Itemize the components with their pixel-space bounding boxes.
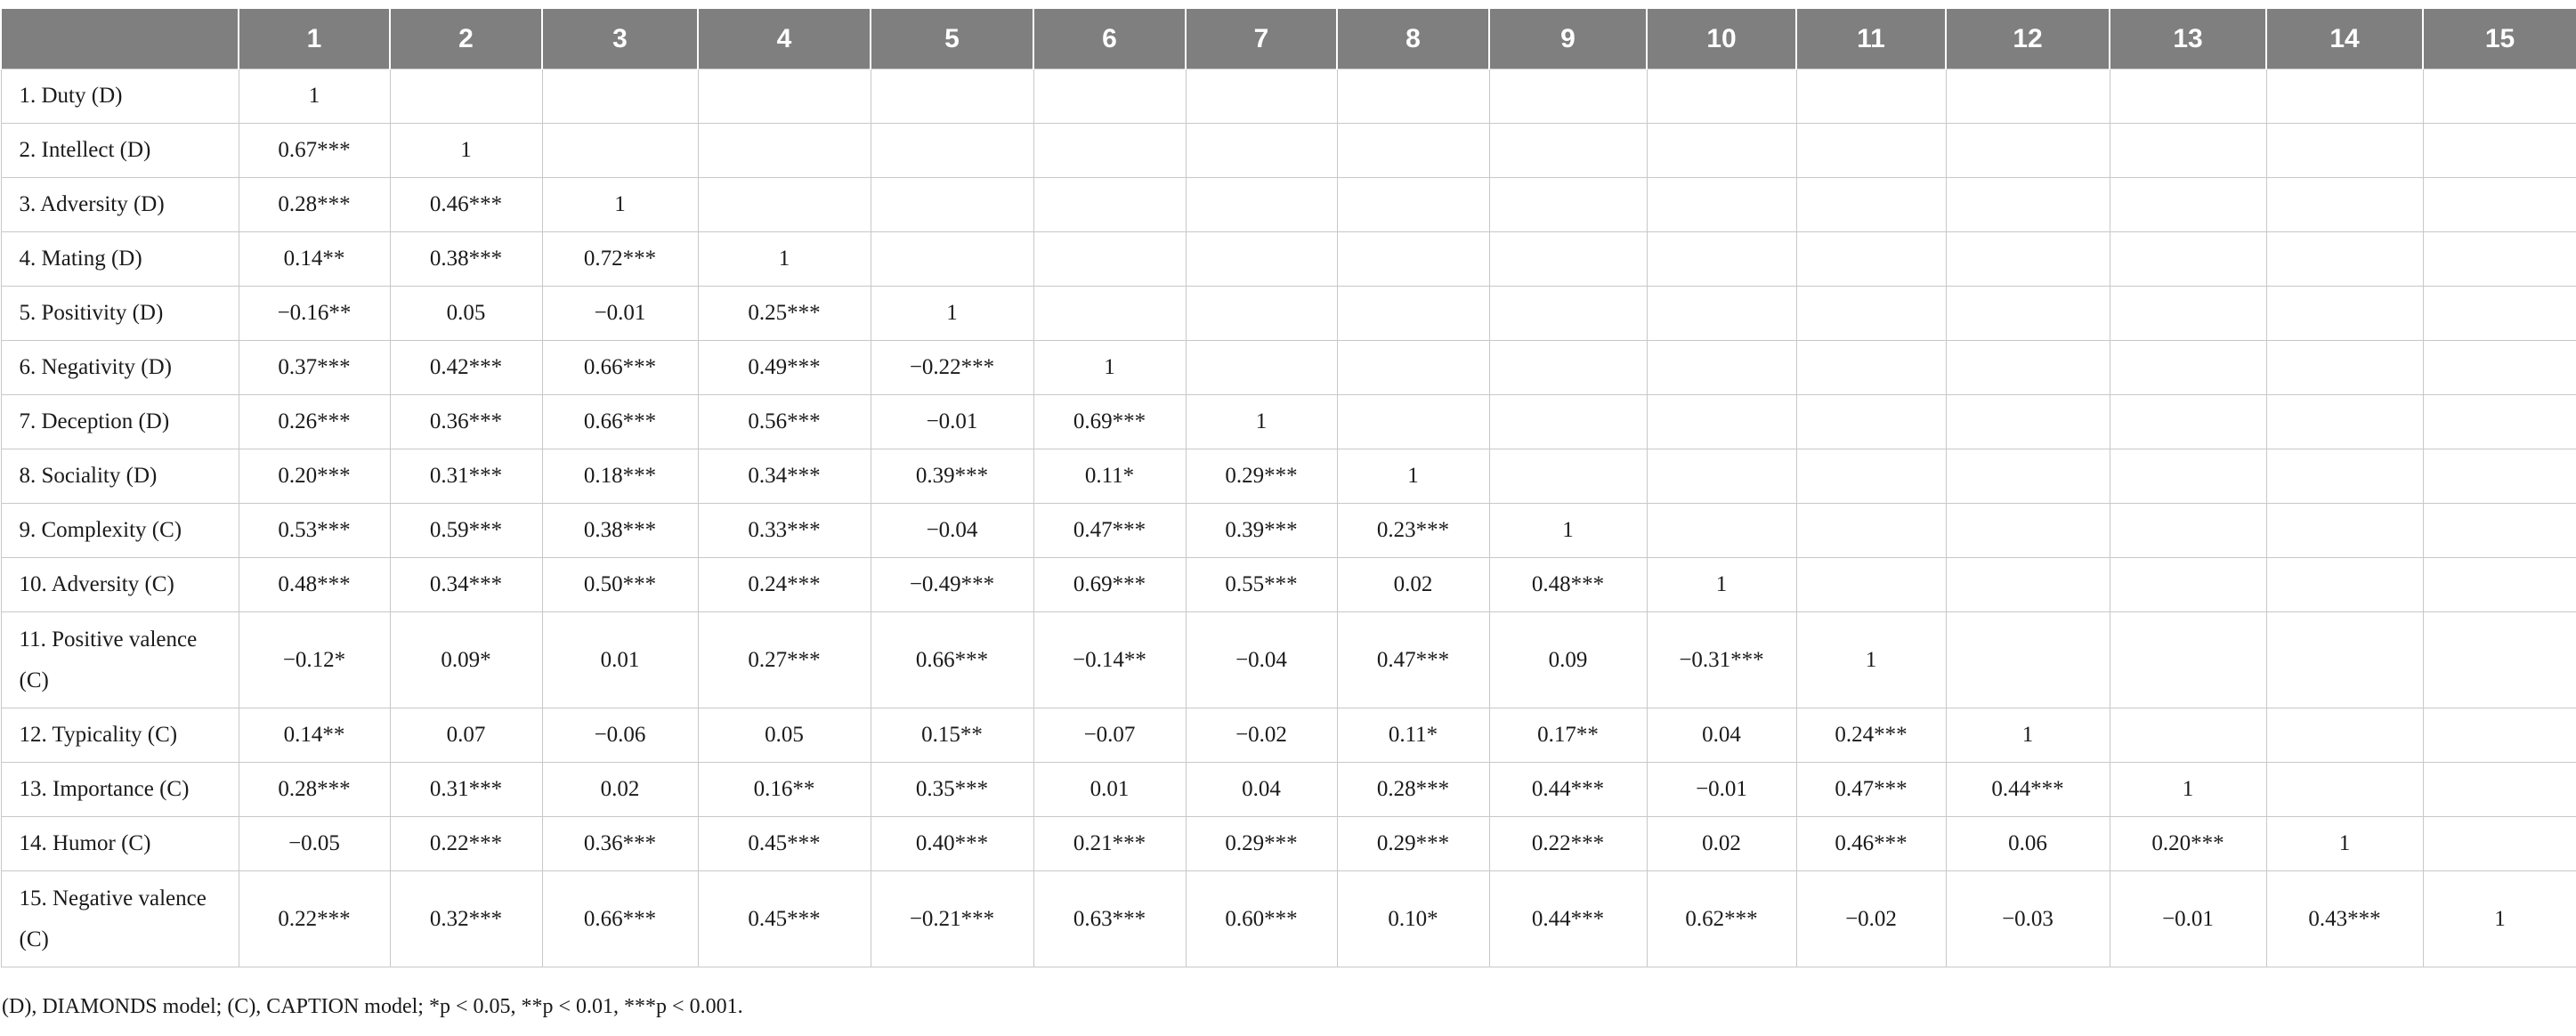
correlation-cell — [1946, 395, 2110, 449]
correlation-cell — [1946, 341, 2110, 395]
table-row — [1, 612, 2576, 708]
column-header-15: 15 — [2423, 8, 2576, 69]
correlation-cell — [2266, 504, 2423, 558]
correlation-cell: −0.04 — [871, 504, 1033, 558]
table-row — [1, 69, 2576, 124]
correlation-cell: −0.01 — [871, 395, 1033, 449]
correlation-cell: −0.07 — [1033, 708, 1186, 763]
correlation-cell — [1033, 232, 1186, 287]
correlation-cell: 0.47*** — [1796, 763, 1946, 817]
correlation-cell: 0.04 — [1647, 708, 1796, 763]
row-label: 6. Negativity (D) — [1, 341, 239, 395]
correlation-cell: 1 — [1489, 504, 1647, 558]
correlation-cell: 0.67*** — [239, 124, 390, 178]
correlation-cell — [1946, 449, 2110, 504]
correlation-cell — [2423, 232, 2576, 287]
correlation-cell: 0.34*** — [698, 449, 871, 504]
correlation-cell — [1946, 558, 2110, 612]
correlation-cell: 0.33*** — [698, 504, 871, 558]
correlation-cell: 0.14** — [239, 232, 390, 287]
correlation-cell: 0.14** — [239, 708, 390, 763]
correlation-cell — [2266, 232, 2423, 287]
correlation-cell — [1647, 341, 1796, 395]
correlation-cell: 0.48*** — [239, 558, 390, 612]
row-label: 14. Humor (C) — [1, 817, 239, 871]
correlation-cell — [1796, 287, 1946, 341]
table-row — [1, 504, 2576, 558]
row-label: 3. Adversity (D) — [1, 178, 239, 232]
row-label: 7. Deception (D) — [1, 395, 239, 449]
correlation-cell — [2423, 558, 2576, 612]
correlation-cell — [1796, 558, 1946, 612]
correlation-cell — [1186, 341, 1337, 395]
column-header-6: 6 — [1033, 8, 1186, 69]
correlation-cell: 0.31*** — [390, 449, 542, 504]
correlation-cell: 0.01 — [1033, 763, 1186, 817]
correlation-cell — [1946, 612, 2110, 708]
correlation-cell: 0.50*** — [542, 558, 698, 612]
correlation-cell: 0.42*** — [390, 341, 542, 395]
row-label: 12. Typicality (C) — [1, 708, 239, 763]
correlation-cell — [2423, 449, 2576, 504]
table-row — [1, 124, 2576, 178]
correlation-cell: 0.02 — [1337, 558, 1489, 612]
correlation-cell: 0.26*** — [239, 395, 390, 449]
correlation-cell — [1489, 232, 1647, 287]
correlation-cell: 0.47*** — [1337, 612, 1489, 708]
correlation-cell: −0.49*** — [871, 558, 1033, 612]
correlation-cell: 1 — [542, 178, 698, 232]
correlation-cell — [2110, 69, 2266, 124]
column-header-13: 13 — [2110, 8, 2266, 69]
correlation-cell: 0.16** — [698, 763, 871, 817]
correlation-cell — [1647, 395, 1796, 449]
correlation-cell: −0.04 — [1186, 612, 1337, 708]
correlation-cell — [1489, 395, 1647, 449]
correlation-cell — [2423, 708, 2576, 763]
correlation-cell — [2110, 708, 2266, 763]
row-label: 11. Positive valence (C) — [1, 612, 239, 708]
correlation-cell: 0.24*** — [1796, 708, 1946, 763]
correlation-cell — [2266, 341, 2423, 395]
column-header-8: 8 — [1337, 8, 1489, 69]
correlation-cell — [1796, 124, 1946, 178]
correlation-cell: 0.05 — [390, 287, 542, 341]
correlation-cell: 1 — [2423, 871, 2576, 967]
correlation-cell — [2423, 763, 2576, 817]
correlation-cell — [1946, 124, 2110, 178]
correlation-cell — [2266, 763, 2423, 817]
table-row — [1, 341, 2576, 395]
correlation-cell — [2110, 124, 2266, 178]
table-row — [1, 395, 2576, 449]
column-header-3: 3 — [542, 8, 698, 69]
correlation-cell: 1 — [2266, 817, 2423, 871]
correlation-cell — [542, 124, 698, 178]
correlation-cell: −0.02 — [1186, 708, 1337, 763]
column-header-12: 12 — [1946, 8, 2110, 69]
table-row — [1, 708, 2576, 763]
table-row — [1, 763, 2576, 817]
column-header-7: 7 — [1186, 8, 1337, 69]
correlation-cell — [1033, 69, 1186, 124]
correlation-cell: 0.38*** — [542, 504, 698, 558]
correlation-cell — [2266, 124, 2423, 178]
correlation-cell: −0.05 — [239, 817, 390, 871]
correlation-cell — [2266, 287, 2423, 341]
correlation-cell — [1186, 287, 1337, 341]
correlation-cell — [2423, 178, 2576, 232]
correlation-cell: 0.36*** — [390, 395, 542, 449]
row-label: 4. Mating (D) — [1, 232, 239, 287]
correlation-cell — [1489, 449, 1647, 504]
row-label: 5. Positivity (D) — [1, 287, 239, 341]
correlation-cell — [2266, 69, 2423, 124]
correlation-cell: 0.47*** — [1033, 504, 1186, 558]
correlation-cell — [1489, 287, 1647, 341]
table-row — [1, 817, 2576, 871]
correlation-cell: 1 — [1946, 708, 2110, 763]
column-header-10: 10 — [1647, 8, 1796, 69]
correlation-cell: −0.03 — [1946, 871, 2110, 967]
correlation-cell — [542, 69, 698, 124]
correlation-cell — [2423, 395, 2576, 449]
correlation-cell — [1489, 69, 1647, 124]
column-header-2: 2 — [390, 8, 542, 69]
correlation-cell: 0.39*** — [1186, 504, 1337, 558]
correlation-cell: −0.01 — [542, 287, 698, 341]
correlation-cell: 0.22*** — [390, 817, 542, 871]
correlation-cell — [871, 69, 1033, 124]
correlation-cell: 0.18*** — [542, 449, 698, 504]
correlation-cell: 0.55*** — [1186, 558, 1337, 612]
row-label: 13. Importance (C) — [1, 763, 239, 817]
correlation-cell — [2110, 449, 2266, 504]
correlation-cell: 1 — [390, 124, 542, 178]
correlation-table — [0, 7, 2576, 967]
correlation-cell: 0.31*** — [390, 763, 542, 817]
correlation-cell: 0.11* — [1033, 449, 1186, 504]
correlation-cell: 0.34*** — [390, 558, 542, 612]
correlation-cell: −0.02 — [1796, 871, 1946, 967]
correlation-cell: 0.40*** — [871, 817, 1033, 871]
correlation-cell: 0.24*** — [698, 558, 871, 612]
table-footnote: (D), DIAMONDS model; (C), CAPTION model; *p < 0.05, **p < 0.01, ***p < 0.001. — [2, 995, 743, 1018]
correlation-cell — [871, 124, 1033, 178]
correlation-cell — [1337, 395, 1489, 449]
correlation-cell: 0.06 — [1946, 817, 2110, 871]
correlation-cell — [1946, 178, 2110, 232]
correlation-cell: 0.28*** — [239, 178, 390, 232]
correlation-cell: −0.01 — [2110, 871, 2266, 967]
correlation-cell — [1647, 124, 1796, 178]
correlation-cell: 0.09 — [1489, 612, 1647, 708]
correlation-cell — [2266, 395, 2423, 449]
correlation-cell: 0.28*** — [239, 763, 390, 817]
correlation-cell: 0.05 — [698, 708, 871, 763]
correlation-cell: 0.11* — [1337, 708, 1489, 763]
correlation-cell — [698, 69, 871, 124]
correlation-cell: 0.25*** — [698, 287, 871, 341]
correlation-cell — [1033, 124, 1186, 178]
column-header-11: 11 — [1796, 8, 1946, 69]
correlation-cell: 0.66*** — [542, 871, 698, 967]
correlation-cell: −0.01 — [1647, 763, 1796, 817]
correlation-cell: 0.35*** — [871, 763, 1033, 817]
correlation-cell: 0.27*** — [698, 612, 871, 708]
correlation-cell — [1796, 504, 1946, 558]
correlation-cell: 0.39*** — [871, 449, 1033, 504]
table-row — [1, 871, 2576, 967]
correlation-cell — [1946, 69, 2110, 124]
correlation-cell: 1 — [1186, 395, 1337, 449]
correlation-cell — [2110, 341, 2266, 395]
correlation-cell: −0.22*** — [871, 341, 1033, 395]
correlation-cell: 0.09* — [390, 612, 542, 708]
correlation-cell: 0.02 — [542, 763, 698, 817]
correlation-cell: −0.31*** — [1647, 612, 1796, 708]
column-header-9: 9 — [1489, 8, 1647, 69]
correlation-cell — [2110, 287, 2266, 341]
correlation-cell — [1337, 232, 1489, 287]
correlation-cell — [1489, 178, 1647, 232]
correlation-cell: 0.46*** — [390, 178, 542, 232]
column-header-4: 4 — [698, 8, 871, 69]
correlation-cell — [1946, 504, 2110, 558]
correlation-cell — [1337, 69, 1489, 124]
correlation-cell: 1 — [698, 232, 871, 287]
correlation-cell — [2423, 817, 2576, 871]
correlation-cell — [2110, 395, 2266, 449]
correlation-cell — [1033, 178, 1186, 232]
correlation-cell — [1647, 504, 1796, 558]
correlation-cell: 0.48*** — [1489, 558, 1647, 612]
correlation-cell — [1946, 287, 2110, 341]
correlation-cell — [1796, 449, 1946, 504]
column-header-1: 1 — [239, 8, 390, 69]
correlation-cell: 0.72*** — [542, 232, 698, 287]
correlation-cell — [1489, 341, 1647, 395]
correlation-cell: 0.44*** — [1946, 763, 2110, 817]
correlation-cell — [2266, 449, 2423, 504]
correlation-cell — [1647, 178, 1796, 232]
correlation-cell — [871, 178, 1033, 232]
correlation-cell: 0.29*** — [1186, 817, 1337, 871]
correlation-cell — [2423, 504, 2576, 558]
correlation-cell: 0.17** — [1489, 708, 1647, 763]
correlation-cell — [1796, 69, 1946, 124]
row-label: 1. Duty (D) — [1, 69, 239, 124]
table-row — [1, 558, 2576, 612]
correlation-cell — [2266, 708, 2423, 763]
correlation-cell: 0.56*** — [698, 395, 871, 449]
correlation-cell: 0.15** — [871, 708, 1033, 763]
correlation-cell: 1 — [871, 287, 1033, 341]
correlation-cell — [698, 178, 871, 232]
correlation-cell: 0.60*** — [1186, 871, 1337, 967]
correlation-cell: 0.49*** — [698, 341, 871, 395]
correlation-cell — [1796, 178, 1946, 232]
table-row — [1, 232, 2576, 287]
correlation-cell — [2423, 124, 2576, 178]
correlation-cell: −0.14** — [1033, 612, 1186, 708]
correlation-cell: 0.22*** — [239, 871, 390, 967]
correlation-cell: 0.66*** — [542, 395, 698, 449]
correlation-cell: 0.46*** — [1796, 817, 1946, 871]
row-label: 2. Intellect (D) — [1, 124, 239, 178]
correlation-cell — [2110, 178, 2266, 232]
correlation-cell: 0.22*** — [1489, 817, 1647, 871]
correlation-cell: 0.07 — [390, 708, 542, 763]
correlation-cell — [1647, 69, 1796, 124]
correlation-cell — [1647, 449, 1796, 504]
correlation-cell — [1337, 341, 1489, 395]
table-row — [1, 287, 2576, 341]
correlation-cell — [1186, 124, 1337, 178]
correlation-cell — [2110, 504, 2266, 558]
correlation-cell: 1 — [1337, 449, 1489, 504]
correlation-cell — [1647, 287, 1796, 341]
correlation-cell: 0.29*** — [1186, 449, 1337, 504]
correlation-cell — [1946, 232, 2110, 287]
correlation-cell: 0.32*** — [390, 871, 542, 967]
correlation-table-container — [0, 7, 2576, 967]
correlation-cell: 0.66*** — [871, 612, 1033, 708]
row-label: 8. Sociality (D) — [1, 449, 239, 504]
correlation-cell: 0.45*** — [698, 817, 871, 871]
table-row — [1, 178, 2576, 232]
correlation-cell: 0.04 — [1186, 763, 1337, 817]
correlation-cell: 0.45*** — [698, 871, 871, 967]
correlation-cell — [2110, 612, 2266, 708]
correlation-cell — [2423, 612, 2576, 708]
correlation-cell: 0.44*** — [1489, 763, 1647, 817]
correlation-cell: −0.12* — [239, 612, 390, 708]
correlation-cell — [871, 232, 1033, 287]
correlation-cell — [2266, 178, 2423, 232]
correlation-cell — [1796, 232, 1946, 287]
correlation-cell: 0.29*** — [1337, 817, 1489, 871]
correlation-cell: −0.16** — [239, 287, 390, 341]
correlation-cell — [1186, 69, 1337, 124]
table-row — [1, 449, 2576, 504]
correlation-cell — [2110, 558, 2266, 612]
correlation-cell: 0.66*** — [542, 341, 698, 395]
correlation-cell: 0.10* — [1337, 871, 1489, 967]
correlation-cell — [1647, 232, 1796, 287]
correlation-cell: 0.20*** — [239, 449, 390, 504]
correlation-cell — [2266, 558, 2423, 612]
correlation-cell: 0.44*** — [1489, 871, 1647, 967]
correlation-cell: 1 — [1796, 612, 1946, 708]
correlation-cell — [698, 124, 871, 178]
correlation-cell: 1 — [239, 69, 390, 124]
correlation-cell — [2423, 341, 2576, 395]
row-label: 9. Complexity (C) — [1, 504, 239, 558]
correlation-cell — [390, 69, 542, 124]
correlation-cell: 1 — [1647, 558, 1796, 612]
correlation-cell — [1337, 178, 1489, 232]
row-label: 15. Negative valence (C) — [1, 871, 239, 967]
correlation-cell: 0.01 — [542, 612, 698, 708]
correlation-cell: 0.69*** — [1033, 395, 1186, 449]
column-header-14: 14 — [2266, 8, 2423, 69]
correlation-cell — [2110, 232, 2266, 287]
correlation-cell — [1186, 178, 1337, 232]
correlation-cell: 0.23*** — [1337, 504, 1489, 558]
correlation-cell: 0.69*** — [1033, 558, 1186, 612]
correlation-cell — [1796, 395, 1946, 449]
correlation-cell — [2266, 612, 2423, 708]
correlation-cell: 0.37*** — [239, 341, 390, 395]
correlation-cell: 0.53*** — [239, 504, 390, 558]
correlation-cell: 1 — [1033, 341, 1186, 395]
correlation-cell: 0.59*** — [390, 504, 542, 558]
row-label: 10. Adversity (C) — [1, 558, 239, 612]
correlation-cell: 0.20*** — [2110, 817, 2266, 871]
correlation-cell: 1 — [2110, 763, 2266, 817]
correlation-cell: 0.38*** — [390, 232, 542, 287]
correlation-cell — [2423, 287, 2576, 341]
correlation-cell: −0.06 — [542, 708, 698, 763]
correlation-cell — [1186, 232, 1337, 287]
correlation-cell: 0.28*** — [1337, 763, 1489, 817]
correlation-cell — [2423, 69, 2576, 124]
correlation-cell — [1796, 341, 1946, 395]
correlation-cell: 0.36*** — [542, 817, 698, 871]
header-corner-cell — [1, 8, 239, 69]
correlation-cell — [1337, 287, 1489, 341]
header-row — [1, 8, 2576, 69]
correlation-cell — [1489, 124, 1647, 178]
correlation-cell: −0.21*** — [871, 871, 1033, 967]
correlation-cell — [1337, 124, 1489, 178]
column-header-5: 5 — [871, 8, 1033, 69]
correlation-cell: 0.62*** — [1647, 871, 1796, 967]
correlation-cell: 0.02 — [1647, 817, 1796, 871]
correlation-cell: 0.21*** — [1033, 817, 1186, 871]
correlation-cell — [1033, 287, 1186, 341]
correlation-cell: 0.63*** — [1033, 871, 1186, 967]
correlation-cell: 0.43*** — [2266, 871, 2423, 967]
